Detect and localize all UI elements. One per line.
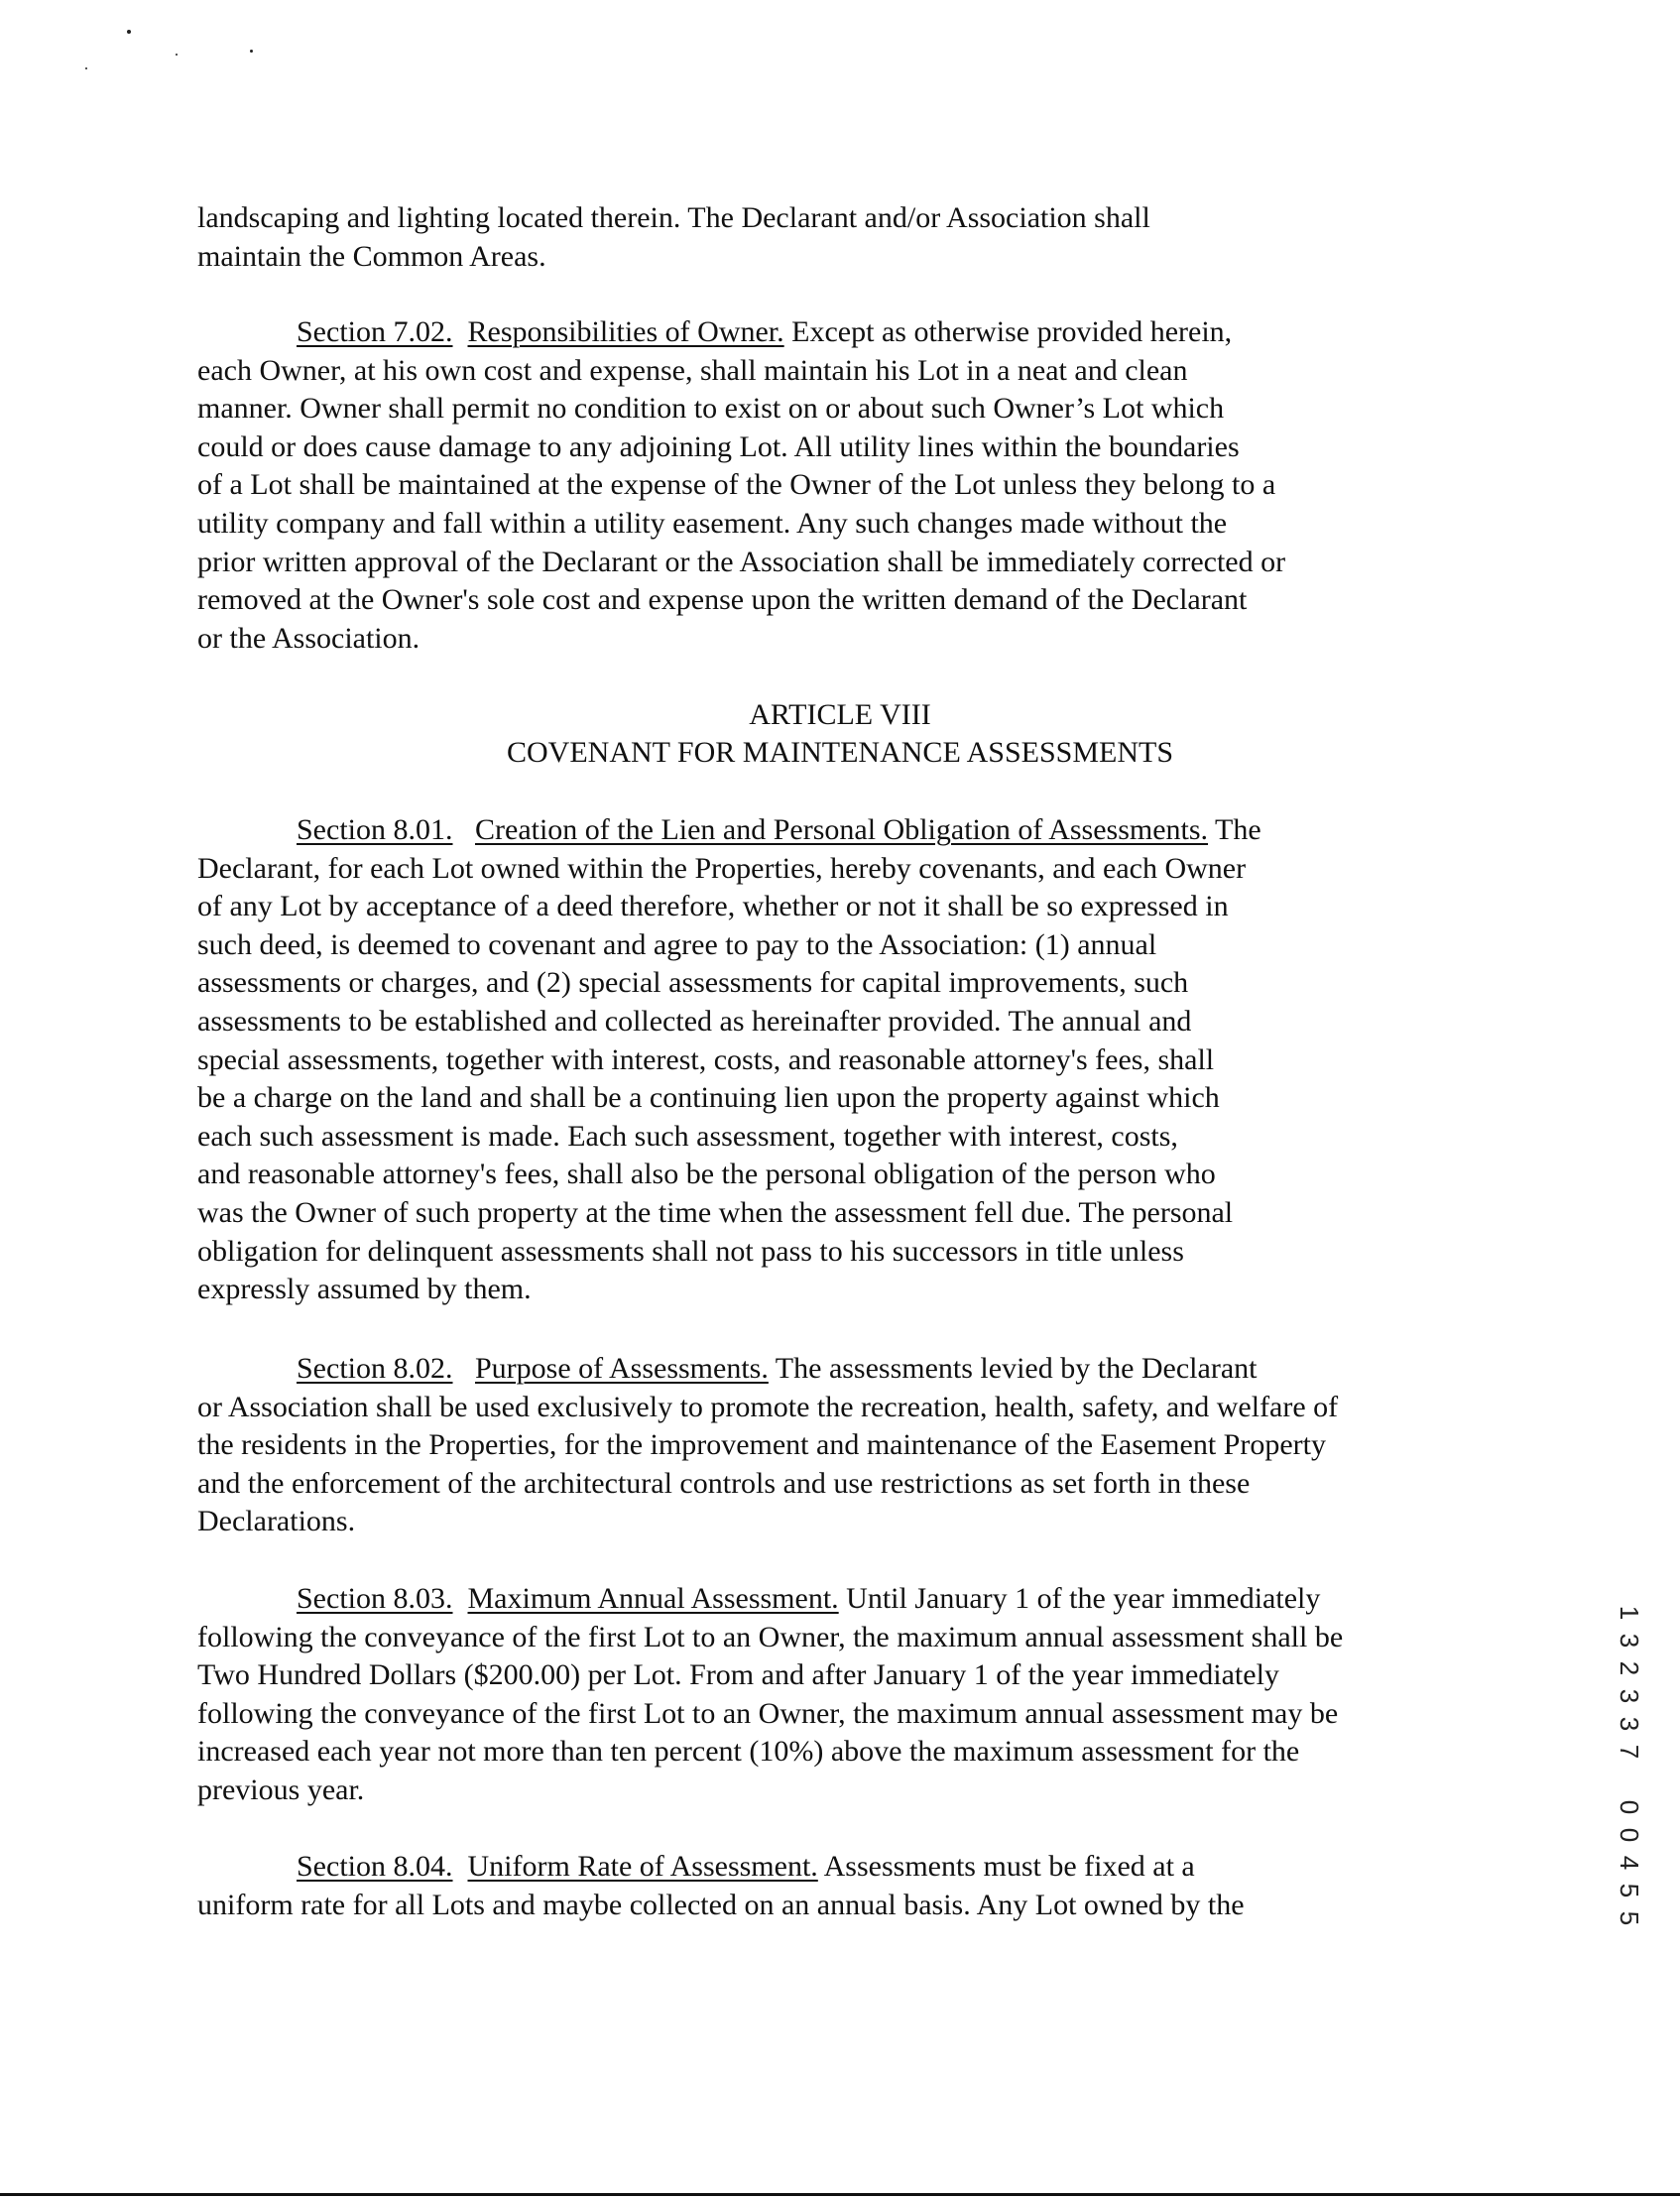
text-line: landscaping and lighting located therein. The Declarant and/or Association shall (197, 201, 1150, 234)
section-7-02 (197, 313, 1506, 658)
scan-speck (250, 50, 253, 53)
section-number: Section 8.01. (297, 813, 453, 846)
scan-speck (176, 54, 178, 56)
section-text: The assessments levied by the Declarant (768, 1352, 1258, 1385)
text-line: assessments to be established and collected as hereinafter provided. The annual and (197, 1004, 1192, 1038)
text-line: utility company and fall within a utility easement. Any such changes made without the (197, 506, 1228, 540)
text-line: previous year. (197, 1772, 365, 1806)
text-line: each such assessment is made. Each such assessment, together with interest, costs, (197, 1119, 1178, 1153)
text-line: Two Hundred Dollars ($200.00) per Lot. From and after January 1 of the year immediately (197, 1658, 1279, 1692)
text-line: following the conveyance of the first Lot to an Owner, the maximum annual assessment shall be (197, 1620, 1344, 1653)
scan-speck (85, 67, 87, 69)
text-line: Declarations. (197, 1505, 356, 1538)
section-title: Purpose of Assessments. (475, 1352, 769, 1385)
text-line: following the conveyance of the first Lot to an Owner, the maximum annual assessment may be (197, 1696, 1339, 1730)
paragraph-common-areas (197, 199, 1506, 276)
article-number: ARTICLE VIII (749, 698, 931, 731)
text-line: the residents in the Properties, for the improvement and maintenance of the Easement Property (197, 1428, 1326, 1462)
stamp-digit: 5 (1615, 1910, 1644, 1926)
scan-speck (127, 30, 131, 34)
stamp-digit: 5 (1615, 1883, 1644, 1898)
text-line: prior written approval of the Declarant or the Association shall be immediately corrected or (197, 545, 1286, 578)
text-line: obligation for delinquent assessments shall not pass to his successors in title unless (197, 1234, 1184, 1268)
section-8-02 (197, 1350, 1506, 1541)
text-line: each Owner, at his own cost and expense, shall maintain his Lot in a neat and clean (197, 353, 1188, 387)
text-line: or Association shall be used exclusively to promote the recreation, health, safety, and welfare of (197, 1390, 1339, 1423)
scan-bottom-edge (0, 2193, 1680, 2196)
stamp-digit: 3 (1615, 1716, 1644, 1732)
section-8-04 (197, 1848, 1506, 1924)
text-line: removed at the Owner's sole cost and expense upon the written demand of the Declarant (197, 583, 1248, 617)
text-line: and the enforcement of the architectural controls and use restrictions as set forth in these (197, 1466, 1251, 1500)
text-line: Declarant, for each Lot owned within the Properties, hereby covenants, and each Owner (197, 851, 1247, 885)
section-8-03 (197, 1580, 1506, 1810)
section-heading-line (197, 313, 1506, 352)
section-title: Uniform Rate of Assessment. (467, 1850, 818, 1883)
stamp-digit: 7 (1615, 1744, 1644, 1760)
section-heading-line (197, 1580, 1506, 1619)
stamp-digit: 0 (1615, 1827, 1644, 1843)
section-heading-line (197, 1350, 1506, 1389)
section-text: Except as otherwise provided herein, (783, 315, 1233, 348)
text-line: could or does cause damage to any adjoining Lot. All utility lines within the boundaries (197, 429, 1240, 463)
section-heading-line (197, 811, 1506, 850)
margin-recording-stamp (1610, 1599, 1649, 1932)
section-text: The (1208, 813, 1261, 846)
section-number: Section 8.02. (297, 1352, 453, 1385)
article-title: COVENANT FOR MAINTENANCE ASSESSMENTS (506, 736, 1174, 769)
text-line: was the Owner of such property at the time when the assessment fell due. The personal (197, 1195, 1234, 1229)
text-line: maintain the Common Areas. (197, 239, 546, 273)
section-text: Until January 1 of the year immediately (838, 1582, 1321, 1615)
text-line: assessments or charges, and (2) special assessments for capital improvements, such (197, 966, 1189, 1000)
text-line: of a Lot shall be maintained at the expense of the Owner of the Lot unless they belong to a (197, 468, 1276, 502)
section-title: Responsibilities of Owner. (467, 315, 784, 348)
text-line: manner. Owner shall permit no condition to exist on or about such Owner’s Lot which (197, 392, 1225, 426)
section-heading-line (197, 1848, 1506, 1887)
section-title: Maximum Annual Assessment. (467, 1582, 839, 1615)
stamp-digit: 1 (1615, 1605, 1644, 1621)
text-line: and reasonable attorney's fees, shall also be the personal obligation of the person who (197, 1158, 1216, 1191)
text-line: or the Association. (197, 621, 420, 655)
text-line: of any Lot by acceptance of a deed therefore, whether or not it shall be so expressed in (197, 890, 1229, 923)
section-number: Section 8.03. (297, 1582, 453, 1615)
section-title: Creation of the Lien and Personal Obligation of Assessments. (475, 813, 1209, 846)
section-8-01 (197, 811, 1506, 1309)
article-heading (0, 696, 1680, 772)
stamp-digit: 2 (1615, 1660, 1644, 1676)
stamp-digit: 4 (1615, 1855, 1644, 1871)
stamp-digit: 3 (1615, 1633, 1644, 1649)
text-line: increased each year not more than ten percent (10%) above the maximum assessment for the (197, 1735, 1300, 1769)
text-line: special assessments, together with interest, costs, and reasonable attorney's fees, shall (197, 1042, 1215, 1076)
text-line: such deed, is deemed to covenant and agree to pay to the Association: (1) annual (197, 927, 1157, 961)
stamp-digit: 3 (1615, 1688, 1644, 1704)
section-number: Section 8.04. (297, 1850, 453, 1883)
text-line: uniform rate for all Lots and maybe collected on an annual basis. Any Lot owned by the (197, 1888, 1245, 1921)
section-text: Assessments must be fixed at a (817, 1850, 1195, 1883)
text-line: expressly assumed by them. (197, 1273, 532, 1306)
text-line: be a charge on the land and shall be a continuing lien upon the property against which (197, 1081, 1220, 1115)
stamp-digit: 0 (1615, 1799, 1644, 1815)
section-number: Section 7.02. (297, 315, 453, 348)
